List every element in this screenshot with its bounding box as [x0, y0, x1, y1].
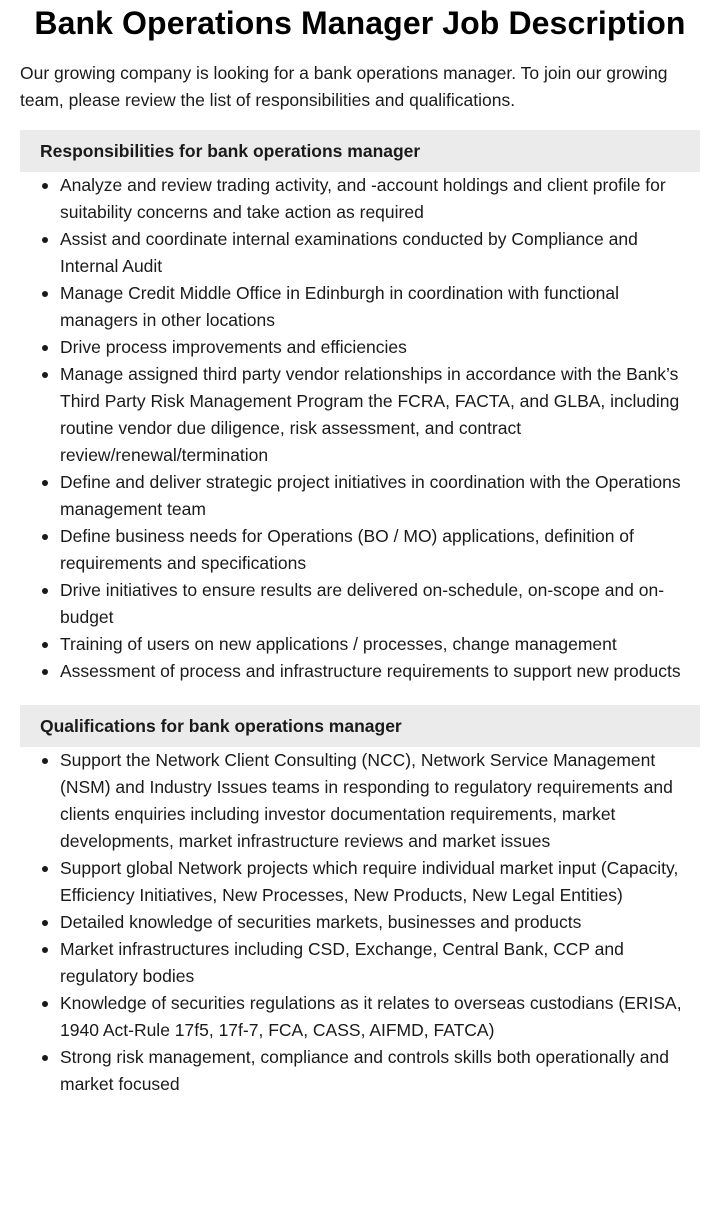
- list-item: Knowledge of securities regulations as it relates to overseas custodians (ERISA, 1940 Act-Rule 17f5, 17f-7, FCA, CASS, AIFMD, FATCA): [60, 990, 700, 1044]
- list-item: Training of users on new applications / processes, change management: [60, 631, 700, 658]
- list-item: Strong risk management, compliance and controls skills both operationally and market focused: [60, 1044, 700, 1098]
- list-item: Market infrastructures including CSD, Exchange, Central Bank, CCP and regulatory bodies: [60, 936, 700, 990]
- list-item: Assist and coordinate internal examinations conducted by Compliance and Internal Audit: [60, 226, 700, 280]
- list-item: Analyze and review trading activity, and -account holdings and client profile for suitability concerns and take action as required: [60, 172, 700, 226]
- list-item: Support the Network Client Consulting (NCC), Network Service Management (NSM) and Industry Issues teams in responding to regulatory requirements and clients enquiries including investor documentation requirements, market developments, market infrastructure reviews and market issues: [60, 747, 700, 855]
- qualifications-list: [20, 747, 700, 1098]
- list-item: Drive initiatives to ensure results are delivered on-schedule, on-scope and on-budget: [60, 577, 700, 631]
- list-item: Define and deliver strategic project initiatives in coordination with the Operations management team: [60, 469, 700, 523]
- list-item: Drive process improvements and efficiencies: [60, 334, 700, 361]
- responsibilities-list: [20, 172, 700, 685]
- list-item: Support global Network projects which require individual market input (Capacity, Efficiency Initiatives, New Processes, New Products, New Legal Entities): [60, 855, 700, 909]
- list-item: Assessment of process and infrastructure requirements to support new products: [60, 658, 700, 685]
- page-title: Bank Operations Manager Job Description: [34, 5, 686, 41]
- responsibilities-header: Responsibilities for bank operations manager: [20, 130, 700, 172]
- qualifications-header: Qualifications for bank operations manager: [20, 705, 700, 747]
- list-item: Manage assigned third party vendor relationships in accordance with the Bank’s Third Party Risk Management Program the FCRA, FACTA, and GLBA, including routine vendor due diligence, risk assessment, and contract review/renewal/termination: [60, 361, 700, 469]
- intro-paragraph: Our growing company is looking for a bank operations manager. To join our growing team, please review the list of responsibilities and qualifications.: [20, 63, 668, 110]
- list-item: Define business needs for Operations (BO / MO) applications, definition of requirements and specifications: [60, 523, 700, 577]
- list-item: Detailed knowledge of securities markets, businesses and products: [60, 909, 700, 936]
- list-item: Manage Credit Middle Office in Edinburgh in coordination with functional managers in other locations: [60, 280, 700, 334]
